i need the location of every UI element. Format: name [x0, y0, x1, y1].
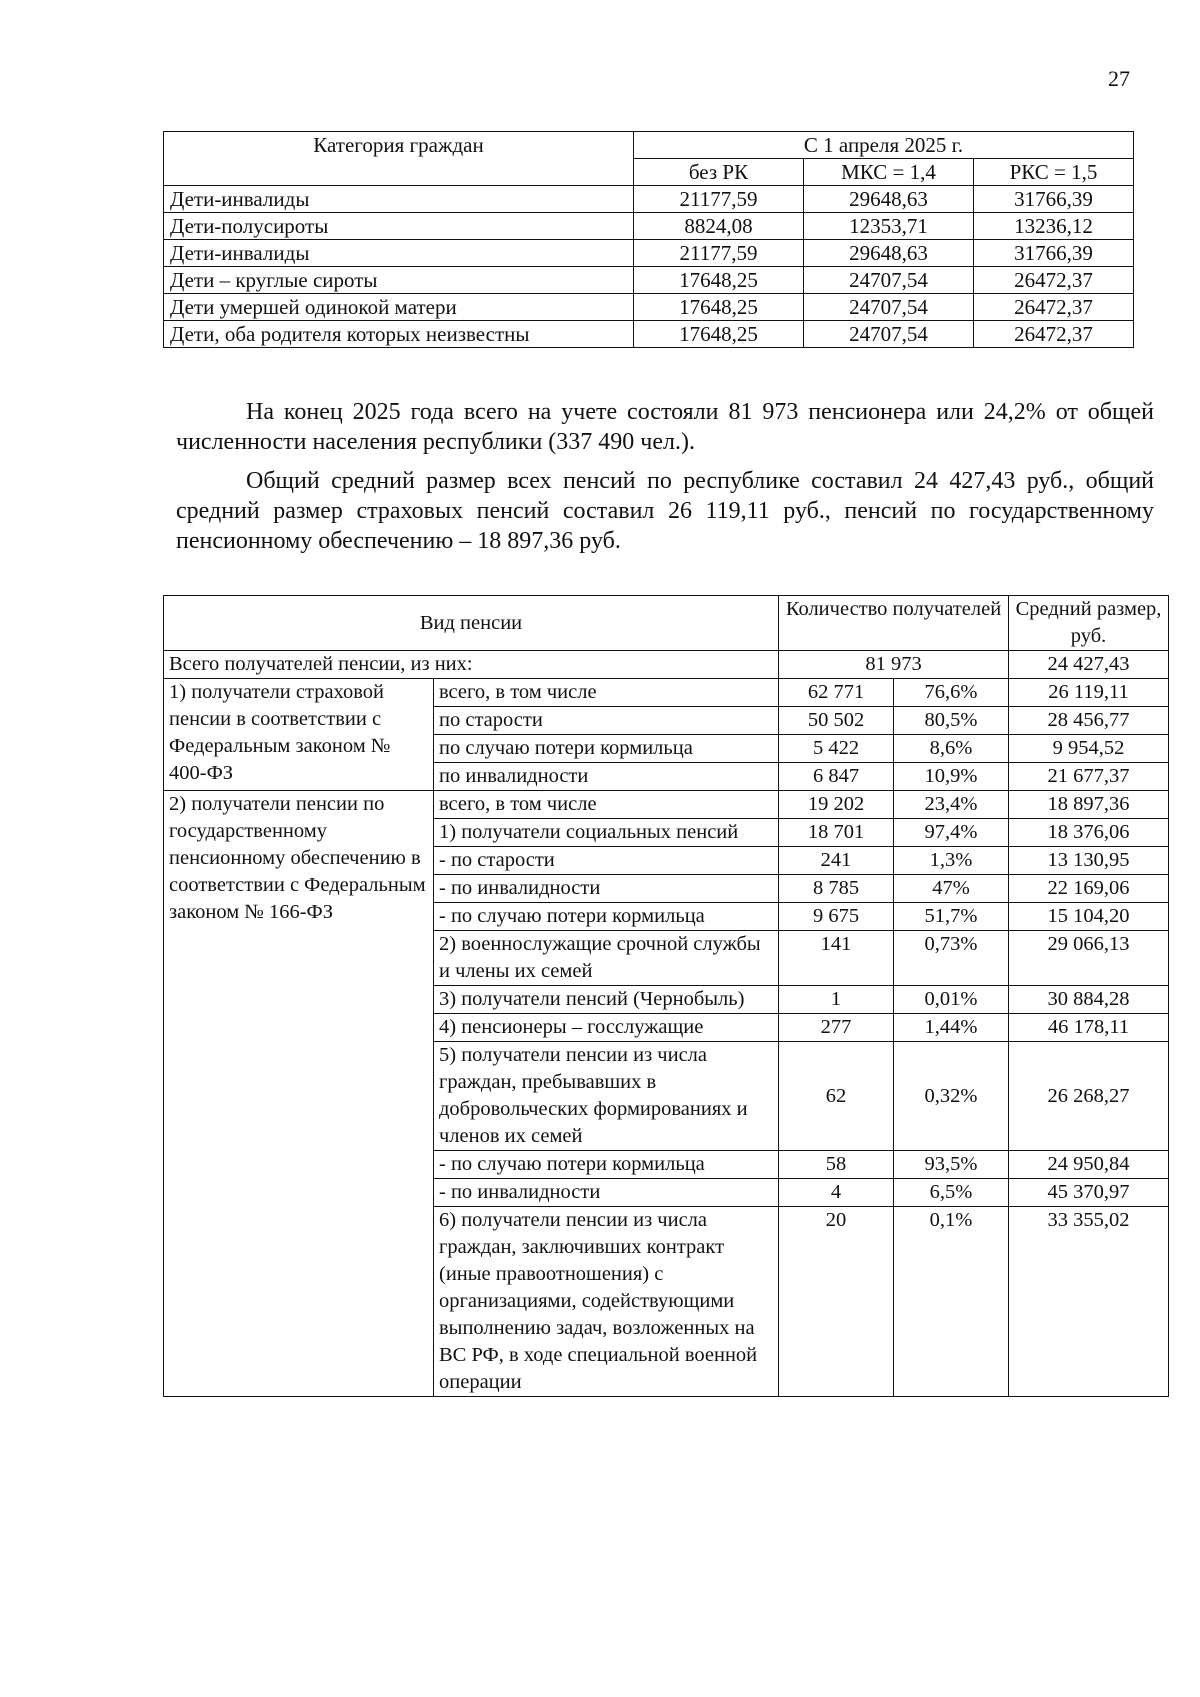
- cell-percent: 0,01%: [894, 986, 1009, 1014]
- table-child-benefits: [163, 131, 1134, 348]
- cell-percent: 93,5%: [894, 1151, 1009, 1179]
- cell-percent: 6,5%: [894, 1179, 1009, 1207]
- cell-value: 24707,54: [804, 321, 974, 348]
- row-label: - по инвалидности: [434, 1179, 779, 1207]
- subheader-no-rk: без РК: [634, 159, 804, 186]
- cell-value: 26472,37: [974, 321, 1134, 348]
- header-date: С 1 апреля 2025 г.: [634, 132, 1134, 159]
- cell-percent: 97,4%: [894, 819, 1009, 847]
- table-row: [164, 321, 1134, 348]
- cell-value: 24707,54: [804, 294, 974, 321]
- cell-count: 58: [779, 1151, 894, 1179]
- row-label: Дети – круглые сироты: [164, 267, 634, 294]
- cell-count: 18 701: [779, 819, 894, 847]
- cell-value: 29648,63: [804, 186, 974, 213]
- cell-percent: 8,6%: [894, 735, 1009, 763]
- row-label: по случаю потери кормильца: [434, 735, 779, 763]
- cell-count: 20: [779, 1207, 894, 1397]
- row-label: по старости: [434, 707, 779, 735]
- cell-average: 13 130,95: [1009, 847, 1169, 875]
- cell-percent: 1,3%: [894, 847, 1009, 875]
- cell-average: 29 066,13: [1009, 931, 1169, 986]
- total-label: Всего получателей пенсии, из них:: [164, 651, 779, 679]
- cell-percent: 1,44%: [894, 1014, 1009, 1042]
- header-category: Категория граждан: [164, 132, 634, 186]
- table-row: [164, 213, 1134, 240]
- total-count: 81 973: [779, 651, 1009, 679]
- row-label: - по случаю потери кормильца: [434, 903, 779, 931]
- row-label: всего, в том числе: [434, 679, 779, 707]
- cell-percent: 0,32%: [894, 1042, 1009, 1151]
- group-label-state: 2) получатели пенсии по государственному пенсионному обеспечению в соответствии с Федеральным законом № 166-ФЗ: [164, 791, 434, 1397]
- subheader-rks: РКС = 1,5: [974, 159, 1134, 186]
- row-label: Дети умершей одинокой матери: [164, 294, 634, 321]
- cell-value: 13236,12: [974, 213, 1134, 240]
- cell-count: 9 675: [779, 903, 894, 931]
- page-number: 27: [1108, 66, 1130, 91]
- cell-value: 17648,25: [634, 294, 804, 321]
- row-label: 6) получатели пенсии из числа граждан, заключивших контракт (иные правоотношения) с организациями, содействующими выполнению задач, возложенных на ВС РФ, в ходе специальной военной операции: [434, 1207, 779, 1397]
- cell-average: 15 104,20: [1009, 903, 1169, 931]
- row-label: Дети-инвалиды: [164, 186, 634, 213]
- cell-count: 62 771: [779, 679, 894, 707]
- cell-value: 24707,54: [804, 267, 974, 294]
- cell-value: 21177,59: [634, 186, 804, 213]
- cell-average: 18 897,36: [1009, 791, 1169, 819]
- table-row: [164, 186, 1134, 213]
- row-label: Дети-полусироты: [164, 213, 634, 240]
- header-average-size: Средний размер, руб.: [1009, 596, 1169, 651]
- cell-value: 17648,25: [634, 321, 804, 348]
- paragraph-average: [176, 466, 1154, 556]
- cell-count: 5 422: [779, 735, 894, 763]
- cell-average: 18 376,06: [1009, 819, 1169, 847]
- cell-average: 26 268,27: [1009, 1042, 1169, 1151]
- cell-count: 62: [779, 1042, 894, 1151]
- cell-average: 21 677,37: [1009, 763, 1169, 791]
- cell-count: 1: [779, 986, 894, 1014]
- row-label: по инвалидности: [434, 763, 779, 791]
- row-label: 5) получатели пенсии из числа граждан, пребывавших в добровольческих формированиях и членов их семей: [434, 1042, 779, 1151]
- cell-average: 28 456,77: [1009, 707, 1169, 735]
- cell-value: 31766,39: [974, 240, 1134, 267]
- row-label: Дети-инвалиды: [164, 240, 634, 267]
- cell-average: 46 178,11: [1009, 1014, 1169, 1042]
- cell-percent: 47%: [894, 875, 1009, 903]
- subheader-mks: МКС = 1,4: [804, 159, 974, 186]
- cell-average: 24 950,84: [1009, 1151, 1169, 1179]
- cell-average: 30 884,28: [1009, 986, 1169, 1014]
- cell-value: 26472,37: [974, 267, 1134, 294]
- cell-value: 8824,08: [634, 213, 804, 240]
- cell-percent: 80,5%: [894, 707, 1009, 735]
- cell-value: 29648,63: [804, 240, 974, 267]
- cell-average: 33 355,02: [1009, 1207, 1169, 1397]
- row-label: - по старости: [434, 847, 779, 875]
- cell-count: 6 847: [779, 763, 894, 791]
- table-row: [164, 651, 1169, 679]
- table-row: [164, 240, 1134, 267]
- cell-percent: 51,7%: [894, 903, 1009, 931]
- cell-average: 26 119,11: [1009, 679, 1169, 707]
- cell-value: 31766,39: [974, 186, 1134, 213]
- table-row: [164, 267, 1134, 294]
- table-row: [164, 791, 1169, 819]
- total-average: 24 427,43: [1009, 651, 1169, 679]
- cell-percent: 23,4%: [894, 791, 1009, 819]
- paragraph-text: На конец 2025 года всего на учете состояли 81 973 пенсионера или 24,2% от общей численности населения республики (337 490 чел.).: [176, 399, 1154, 455]
- cell-count: 277: [779, 1014, 894, 1042]
- table-row: [164, 679, 1169, 707]
- cell-count: 141: [779, 931, 894, 986]
- cell-count: 50 502: [779, 707, 894, 735]
- header-recipients-count: Количество получателей: [779, 596, 1009, 651]
- row-label: Дети, оба родителя которых неизвестны: [164, 321, 634, 348]
- cell-percent: 0,73%: [894, 931, 1009, 986]
- cell-value: 21177,59: [634, 240, 804, 267]
- row-label: 4) пенсионеры – госслужащие: [434, 1014, 779, 1042]
- row-label: - по случаю потери кормильца: [434, 1151, 779, 1179]
- cell-count: 19 202: [779, 791, 894, 819]
- header-pension-type: Вид пенсии: [164, 596, 779, 651]
- cell-average: 22 169,06: [1009, 875, 1169, 903]
- cell-value: 26472,37: [974, 294, 1134, 321]
- cell-count: 4: [779, 1179, 894, 1207]
- cell-count: 241: [779, 847, 894, 875]
- row-label: 2) военнослужащие срочной службы и члены их семей: [434, 931, 779, 986]
- table-row: [164, 294, 1134, 321]
- cell-count: 8 785: [779, 875, 894, 903]
- cell-percent: 76,6%: [894, 679, 1009, 707]
- cell-value: 12353,71: [804, 213, 974, 240]
- cell-average: 45 370,97: [1009, 1179, 1169, 1207]
- cell-average: 9 954,52: [1009, 735, 1169, 763]
- row-label: всего, в том числе: [434, 791, 779, 819]
- paragraph-pensioners: [176, 397, 1154, 457]
- paragraph-text: Общий средний размер всех пенсий по республике составил 24 427,43 руб., общий средний размер страховых пенсий составил 26 119,11 руб., пенсий по государственному пенсионному обеспечению – 18 897,36 руб.: [176, 468, 1154, 554]
- row-label: 1) получатели социальных пенсий: [434, 819, 779, 847]
- row-label: - по инвалидности: [434, 875, 779, 903]
- row-label: 3) получатели пенсий (Чернобыль): [434, 986, 779, 1014]
- group-label-insurance: 1) получатели страховой пенсии в соответствии с Федеральным законом № 400-ФЗ: [164, 679, 434, 791]
- table-pension-types: [163, 595, 1169, 1397]
- cell-percent: 10,9%: [894, 763, 1009, 791]
- cell-percent: 0,1%: [894, 1207, 1009, 1397]
- cell-value: 17648,25: [634, 267, 804, 294]
